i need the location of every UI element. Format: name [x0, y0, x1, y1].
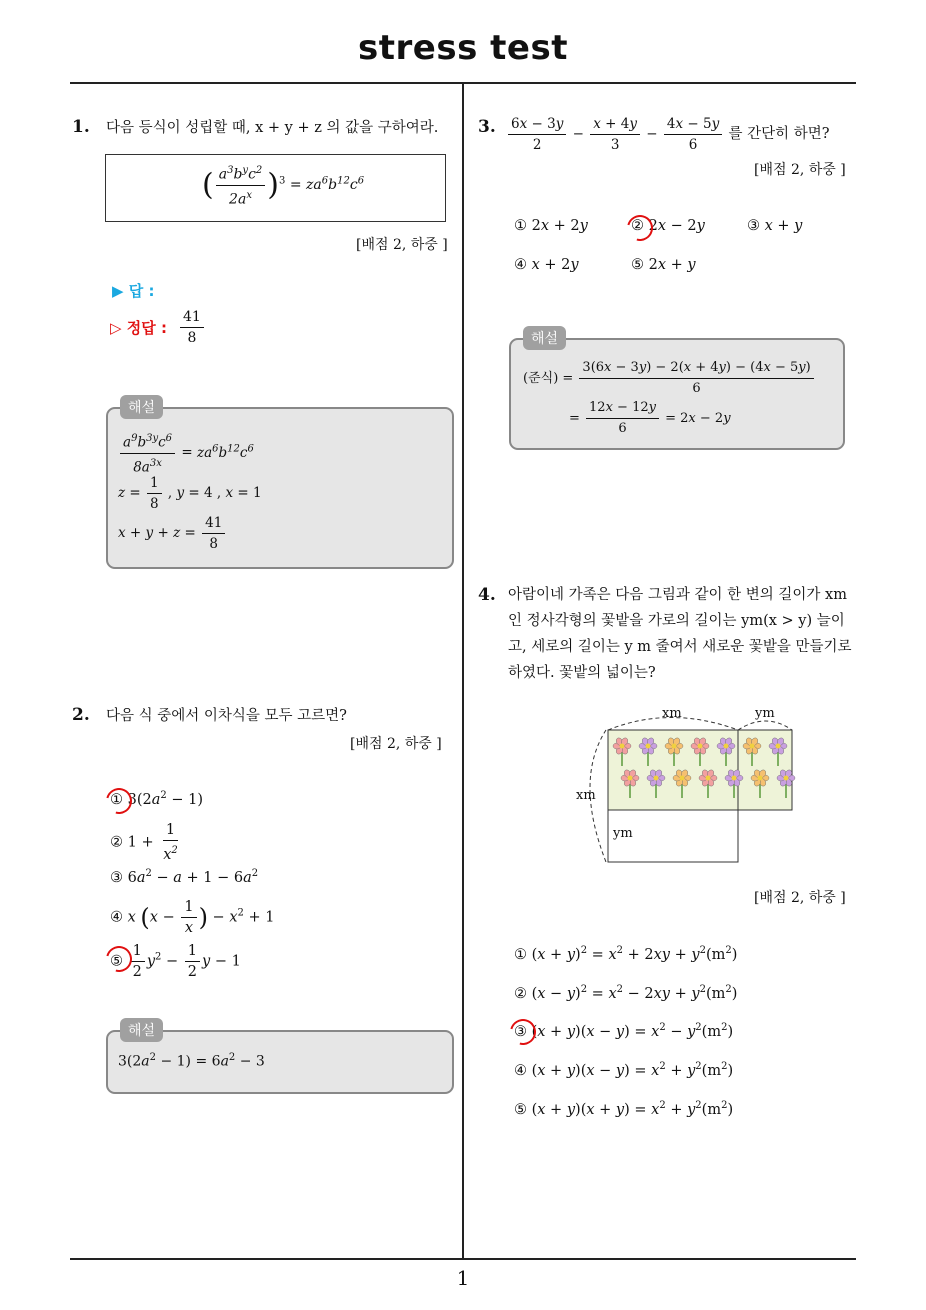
- page-number: 1: [456, 1266, 470, 1290]
- q1-correct-label: ▷ 정답 :: [110, 319, 167, 337]
- q4-choice-4[interactable]: ④ $(x + y)(x - y) = x^2 + y^2(m^2)$: [514, 1061, 734, 1079]
- q2-choice-5[interactable]: ⑤ $\frac{1}{2}$ $y^2$ − $\frac{1}{2}$ y − 1: [110, 943, 241, 980]
- q3-choice-4[interactable]: ④ x + 2y: [514, 257, 579, 273]
- q2-choice-4[interactable]: ④ x (x − $\frac{1}{x}$ ) − $x^2 + 1$: [110, 899, 275, 936]
- q3-score: [배점 2, 하중 ]: [754, 162, 846, 178]
- q4-text-line1: 아람이네 가족은 다음 그림과 같이 한 변의 길이가 xm: [508, 587, 847, 603]
- q1-correct-answer: $\frac{41}{8}$: [178, 307, 206, 348]
- q4-choice-3-mark: [505, 1014, 541, 1050]
- q4-label-inner-y: ym: [613, 826, 633, 841]
- q1-solution-line3: x + y + z = $\frac{41}{8}$: [118, 513, 227, 554]
- q2-solution-box: [106, 1023, 454, 1094]
- q2-solution-tag: 해설: [120, 1018, 163, 1042]
- q4-score: [배점 2, 하중 ]: [754, 890, 846, 906]
- q4-label-top-x: xm: [662, 706, 682, 721]
- q4-garden-figure: [570, 700, 810, 870]
- q1-number: 1.: [72, 117, 90, 137]
- q2-solution-text: $3(2a^2 - 1) = 6a^2 - 3$: [118, 1052, 265, 1070]
- q4-number: 4.: [478, 585, 496, 605]
- q1-solution-line1: $\frac{a^9b^{3y}c^6}{8a^{3x}}$ = $za^6b^{12}c^6$: [118, 429, 254, 477]
- q4-text-line4: 하였다. 꽃밭의 넓이는?: [508, 665, 656, 681]
- q4-choice-1[interactable]: ① $(x + y)^2 = x^2 + 2xy + y^2(m^2)$: [514, 945, 738, 963]
- q2-choice-2[interactable]: ② 1 + $\frac{1}{x^2}$: [110, 822, 178, 863]
- q1-solution-line2: z = $\frac{1}{8}$ , y = 4 , x = 1: [118, 475, 262, 512]
- q4-choice-2[interactable]: ② $(x - y)^2 = x^2 - 2xy + y^2(m^2)$: [514, 984, 738, 1002]
- q3-choice-2[interactable]: ② 2x − 2y: [631, 218, 705, 234]
- column-divider: [462, 84, 464, 1259]
- q4-choice-3[interactable]: ③ $(x + y)(x - y) = x^2 - y^2(m^2)$: [514, 1022, 734, 1040]
- q1-score: [배점 2, 하중 ]: [356, 237, 448, 253]
- q1-answer-label: ▶ 답 :: [112, 282, 155, 300]
- q3-number: 3.: [478, 117, 496, 137]
- q3-expression: $\frac{6x - 3y}{2}$ − $\frac{x + 4y}{3}$ − $\frac{4x - 5y}{6}$ 를 간단히 하면?: [506, 114, 830, 155]
- q4-label-left-x: xm: [576, 788, 596, 803]
- q3-choice-1[interactable]: ① 2x + 2y: [514, 218, 588, 234]
- q2-score: [배점 2, 하중 ]: [350, 736, 442, 752]
- q4-text-line3: 고, 세로의 길이는 y m 줄여서 새로운 꽃밭을 만들기로: [508, 639, 852, 655]
- q1-solution-box: [106, 400, 454, 569]
- q4-text-line2: 인 정사각형의 꽃밭을 가로의 길이는 ym(x > y) 늘이: [508, 613, 845, 629]
- q3-solution-tag: 해설: [523, 326, 566, 350]
- q1-text: 다음 등식이 성립할 때, x + y + z 의 값을 구하여라.: [106, 120, 439, 136]
- q4-choice-5[interactable]: ⑤ $(x + y)(x + y) = x^2 + y^2(m^2)$: [514, 1100, 734, 1118]
- q3-choice-5[interactable]: ⑤ 2x + y: [631, 257, 696, 273]
- q3-choice-3[interactable]: ③ x + y: [747, 218, 803, 234]
- q1-solution-tag: 해설: [120, 395, 163, 419]
- q1-equation: ( $\frac{a^3b^yc^2}{2a^x}$ )$^3 = za^6b^{12}c^6$: [202, 161, 364, 209]
- q2-choice-1-mark: [101, 783, 137, 819]
- q3-solution-line1: (준식) = $\frac{3(6x - 3y) - 2(x + 4y) - (4x - 5y)}{6}$: [523, 358, 816, 399]
- q1-equation-box: [105, 154, 446, 222]
- q2-text: 다음 식 중에서 이차식을 모두 고르면?: [106, 708, 347, 724]
- q3-solution-box: [509, 331, 845, 450]
- q2-number: 2.: [72, 705, 90, 725]
- q3-choice-2-mark: [622, 210, 658, 246]
- q2-choice-3[interactable]: ③ $6a^2 - a + 1 - 6a^2$: [110, 868, 259, 886]
- q4-label-top-y: ym: [755, 706, 775, 721]
- q2-choice-1[interactable]: ① $3(2a^2 - 1)$: [110, 790, 203, 808]
- footer-rule: [70, 1258, 856, 1260]
- page-title: stress test: [358, 28, 568, 68]
- q3-solution-line2: = $\frac{12x - 12y}{6}$ = 2x − 2y: [569, 400, 731, 436]
